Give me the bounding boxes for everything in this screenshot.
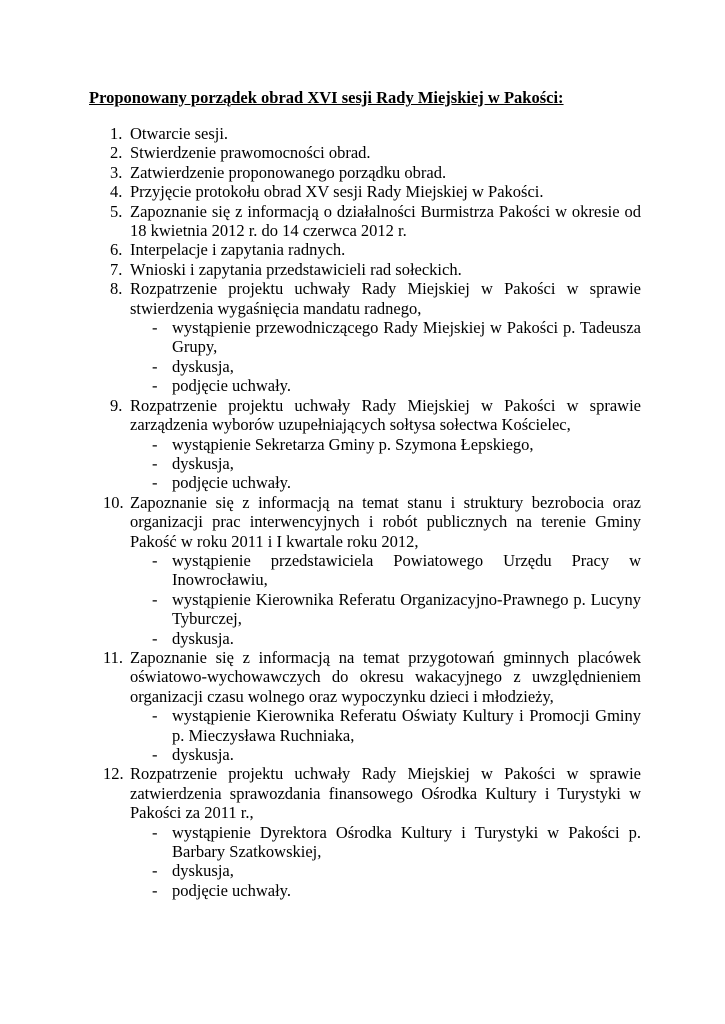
dash-bullet: - [152, 453, 158, 473]
item-number: 1. [110, 124, 123, 143]
sub-item-text: wystąpienie przedstawiciela Powiatowego Urzędu Pracy w Inowrocławiu, [172, 550, 641, 590]
item-number: 9. [110, 395, 123, 415]
sub-item [0, 881, 725, 900]
item-text: Wnioski i zapytania przedstawicieli rad sołeckich. [130, 259, 462, 279]
agenda-item-9 [0, 396, 725, 435]
dash-bullet: - [152, 861, 158, 881]
sub-item-text: wystąpienie Kierownika Referatu Oświaty Kultury i Promocji Gminy p. Mieczysława Ruchniaka, [172, 706, 641, 745]
sub-item [0, 706, 725, 745]
dash-bullet: - [152, 822, 158, 842]
dash-bullet: - [152, 706, 158, 726]
dash-bullet: - [152, 434, 158, 454]
dash-bullet: - [152, 880, 158, 900]
sub-item-text: dyskusja. [172, 745, 234, 764]
sub-item [0, 376, 725, 395]
sub-item-text: wystąpienie Dyrektora Ośrodka Kultury i Turystyki w Pakości p. Barbary Szatkowskiej, [172, 822, 641, 862]
agenda-item-7 [0, 260, 725, 279]
agenda-item-4 [0, 182, 725, 201]
sub-item [0, 551, 725, 590]
item-number: 2. [110, 143, 123, 163]
sub-item [0, 318, 725, 357]
item-number: 8. [110, 279, 123, 299]
item-text: Zatwierdzenie proponowanego porządku obrad. [130, 162, 447, 182]
sub-item [0, 590, 725, 629]
item-number: 12. [103, 764, 124, 784]
sub-item [0, 435, 725, 454]
sub-item-text: podjęcie uchwały. [172, 473, 291, 493]
agenda-item-11 [0, 648, 725, 706]
item-number: 4. [110, 182, 123, 202]
page-title: Proponowany porządek obrad XVI sesji Rady Miejskiej w Pakości: [89, 88, 564, 107]
sub-item [0, 823, 725, 862]
sub-item [0, 454, 725, 473]
item-text: Stwierdzenie prawomocności obrad. [130, 143, 371, 163]
item-number: 3. [110, 162, 123, 182]
agenda-item-1 [0, 124, 725, 143]
item-text: Przyjęcie protokołu obrad XV sesji Rady Miejskiej w Pakości. [130, 182, 544, 202]
agenda-item-6 [0, 240, 725, 259]
sub-item [0, 473, 725, 492]
agenda-item-10 [0, 493, 725, 551]
item-text: Rozpatrzenie projektu uchwały Rady Miejskiej w Pakości w sprawie zarządzenia wyborów uzupełniających sołtysa sołectwa Kościelec, [130, 395, 641, 435]
sub-item-text: dyskusja. [172, 628, 234, 648]
agenda-list [0, 124, 725, 900]
item-number: 5. [110, 201, 123, 221]
dash-bullet: - [152, 628, 158, 648]
sub-item [0, 745, 725, 764]
dash-bullet: - [152, 473, 158, 493]
dash-bullet: - [152, 376, 158, 396]
item-number: 7. [110, 259, 123, 279]
item-text: Interpelacje i zapytania radnych. [130, 240, 346, 260]
dash-bullet: - [152, 745, 158, 764]
sub-item [0, 357, 725, 376]
dash-bullet: - [152, 589, 158, 609]
item-text: Zapoznanie się z informacją na temat przygotowań gminnych placówek oświatowo-wychowawczych do okresu wakacyjnego z uwzględnieniem organizacji czasu wolnego oraz wypoczynku dzieci i młodzieży, [130, 647, 641, 706]
sub-item [0, 861, 725, 880]
item-text: Rozpatrzenie projektu uchwały Rady Miejskiej w Pakości w sprawie stwierdzenia wygaśnięcia mandatu radnego, [130, 279, 641, 318]
dash-bullet: - [152, 356, 158, 376]
sub-item-text: wystąpienie Kierownika Referatu Organizacyjno-Prawnego p. Lucyny Tyburczej, [172, 589, 641, 629]
sub-item-text: dyskusja, [172, 356, 234, 376]
sub-item-text: podjęcie uchwały. [172, 880, 291, 900]
item-text: Zapoznanie się z informacją na temat stanu i struktury bezrobocia oraz organizacji prac interwencyjnych i robót publicznych na terenie Gminy Pakość w roku 2011 i I kwartale roku 2012, [130, 492, 641, 551]
dash-bullet: - [152, 550, 158, 570]
item-text: Zapoznanie się z informacją o działalności Burmistrza Pakości w okresie od 18 kwietnia 2012 r. do 14 czerwca 2012 r. [130, 201, 641, 241]
agenda-item-8 [0, 279, 725, 318]
sub-item-text: wystąpienie przewodniczącego Rady Miejskiej w Pakości p. Tadeusza Grupy, [172, 318, 641, 357]
item-number: 6. [110, 240, 123, 260]
item-text: Otwarcie sesji. [130, 124, 229, 143]
sub-item-text: dyskusja, [172, 861, 234, 881]
item-text: Rozpatrzenie projektu uchwały Rady Miejskiej w Pakości w sprawie zatwierdzenia sprawozdania finansowego Ośrodka Kultury i Turystyki w Pakości za 2011 r., [130, 764, 641, 823]
sub-item-text: dyskusja, [172, 453, 234, 473]
item-number: 11. [103, 647, 124, 667]
item-number: 10. [103, 492, 124, 512]
sub-item [0, 629, 725, 648]
sub-item-text: podjęcie uchwały. [172, 376, 291, 396]
agenda-item-5 [0, 202, 725, 241]
agenda-item-2 [0, 143, 725, 162]
agenda-item-12 [0, 764, 725, 822]
agenda-item-3 [0, 163, 725, 182]
sub-item-text: wystąpienie Sekretarza Gminy p. Szymona Łepskiego, [172, 434, 534, 454]
dash-bullet: - [152, 318, 158, 338]
